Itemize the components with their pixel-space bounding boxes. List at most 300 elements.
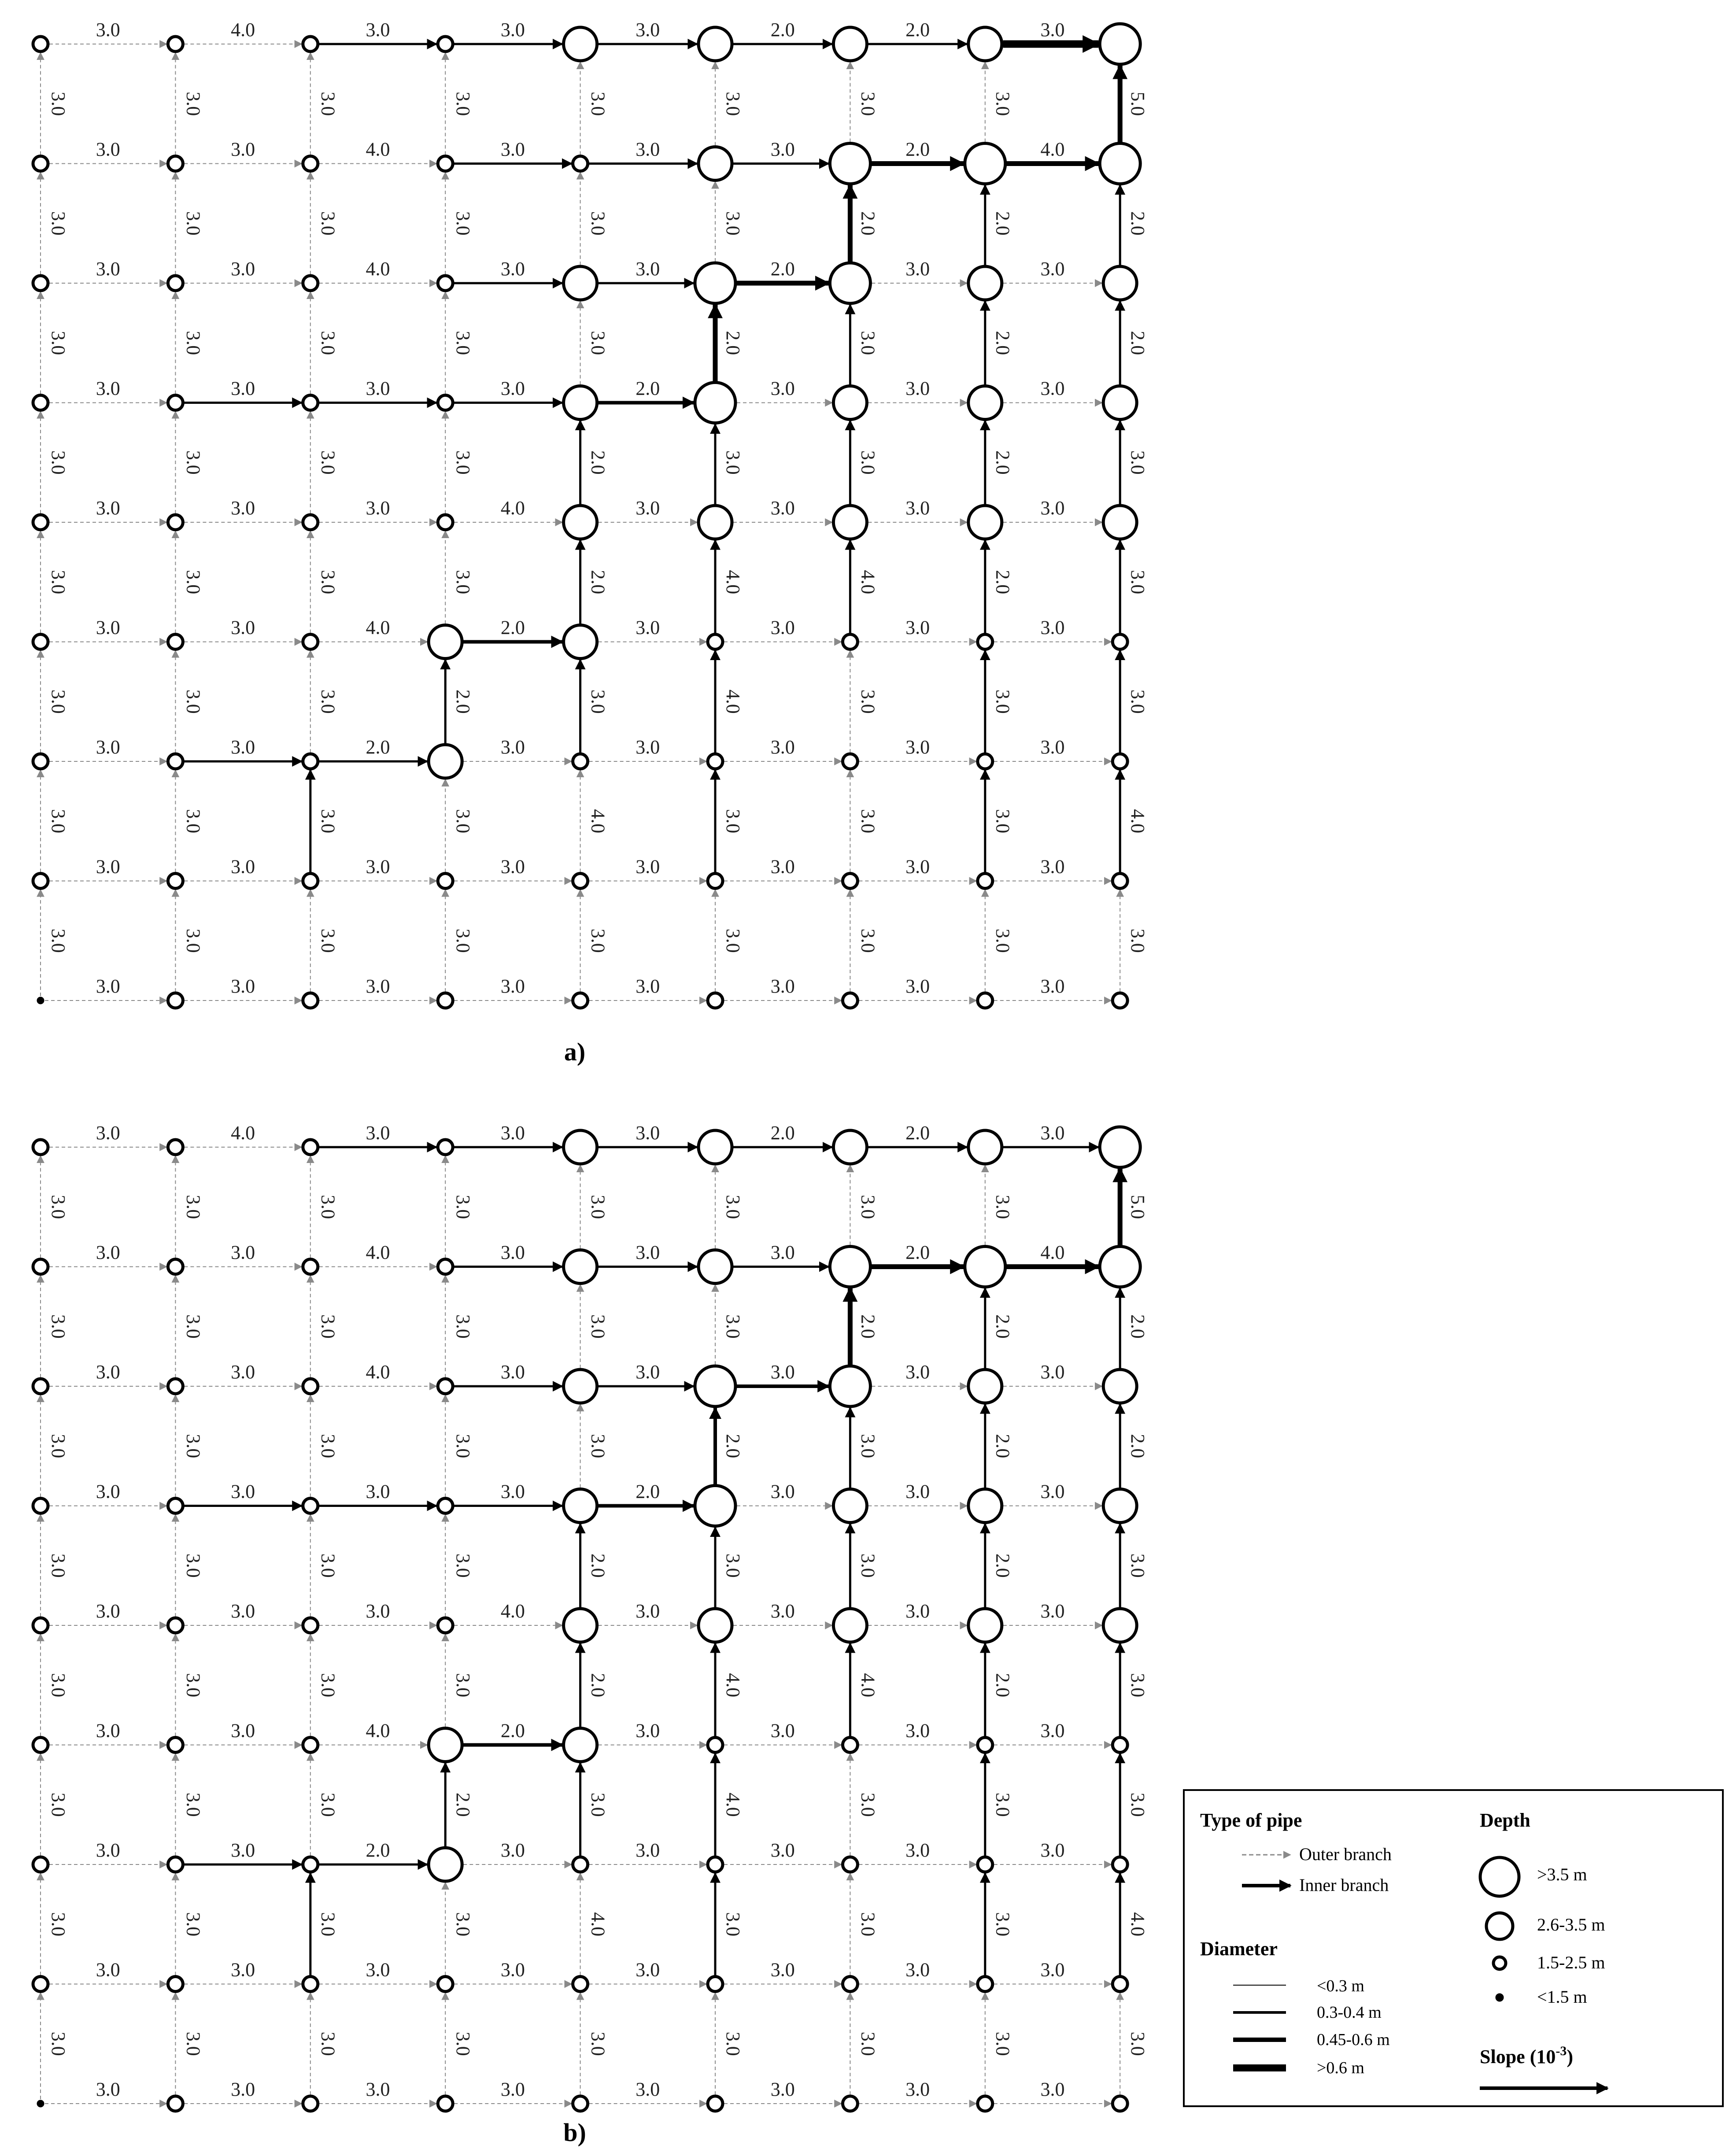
slope-label: 3.0 [96, 1480, 120, 1503]
legend-diameter-label-4: >0.6 m [1317, 2059, 1364, 2077]
manhole-node [695, 383, 735, 423]
slope-label: 3.0 [770, 377, 795, 399]
manhole-node [33, 1618, 48, 1633]
legend-depth-title: Depth [1480, 1809, 1530, 1831]
manhole-node [708, 874, 723, 889]
slope-label: 2.0 [587, 570, 609, 594]
slope-label: 3.0 [452, 1195, 474, 1219]
slope-label: 3.0 [317, 1553, 339, 1578]
slope-label: 3.0 [636, 2078, 660, 2100]
slope-label: 2.0 [905, 138, 930, 160]
manhole-node [303, 1977, 318, 1992]
slope-label: 3.0 [317, 928, 339, 953]
manhole-node [303, 1738, 318, 1753]
slope-label: 3.0 [636, 19, 660, 41]
manhole-node [303, 276, 318, 291]
slope-label: 3.0 [722, 1553, 744, 1578]
panel-a-caption: a) [564, 1037, 586, 1066]
manhole-node [33, 1379, 48, 1394]
manhole-node [168, 993, 183, 1008]
manhole-node [33, 754, 48, 769]
panel-a-network [33, 19, 1149, 1008]
manhole-node [968, 386, 1002, 420]
slope-label: 4.0 [1127, 1912, 1149, 1937]
slope-label: 3.0 [47, 450, 69, 475]
manhole-node [1112, 874, 1127, 889]
slope-label: 3.0 [636, 497, 660, 519]
slope-label: 3.0 [47, 1553, 69, 1578]
slope-label: 3.0 [770, 856, 795, 878]
slope-label: 2.0 [366, 736, 390, 758]
manhole-node [564, 1370, 597, 1403]
slope-label: 3.0 [722, 1195, 744, 1219]
slope-label: 3.0 [317, 1912, 339, 1937]
slope-label: 2.0 [857, 1314, 879, 1339]
slope-label: 3.0 [1040, 1959, 1065, 1981]
manhole-node [438, 1379, 453, 1394]
slope-label: 3.0 [366, 1959, 390, 1981]
slope-label: 3.0 [366, 497, 390, 519]
slope-label: 3.0 [317, 1314, 339, 1339]
slope-label: 3.0 [905, 1720, 930, 1742]
slope-label: 3.0 [770, 138, 795, 160]
slope-label: 3.0 [587, 1195, 609, 1219]
slope-label: 3.0 [587, 92, 609, 116]
manhole-node [978, 1738, 993, 1753]
slope-label: 3.0 [317, 1792, 339, 1817]
slope-label: 3.0 [1127, 450, 1149, 475]
manhole-node [37, 997, 44, 1004]
legend-outer-branch-label: Outer branch [1299, 1844, 1392, 1864]
slope-label: 4.0 [1040, 138, 1065, 160]
slope-label: 4.0 [366, 1241, 390, 1263]
slope-label: 3.0 [770, 617, 795, 639]
slope-label: 3.0 [96, 138, 120, 160]
manhole-node [438, 156, 453, 171]
manhole-node [573, 2096, 588, 2111]
slope-label: 3.0 [905, 497, 930, 519]
slope-label: 3.0 [1127, 928, 1149, 953]
slope-label: 3.0 [182, 1673, 204, 1698]
slope-label: 3.0 [905, 1959, 930, 1981]
manhole-node [303, 874, 318, 889]
manhole-node [695, 1366, 735, 1407]
slope-label: 3.0 [500, 258, 525, 280]
slope-label: 3.0 [636, 258, 660, 280]
manhole-node [968, 27, 1002, 61]
slope-label: 2.0 [992, 1434, 1014, 1458]
slope-label: 3.0 [231, 2078, 255, 2100]
manhole-node [573, 1977, 588, 1992]
slope-label: 3.0 [182, 1434, 204, 1458]
slope-label: 3.0 [1040, 1122, 1065, 1144]
legend-diameter-title: Diameter [1200, 1938, 1278, 1960]
slope-label: 3.0 [500, 736, 525, 758]
legend-depth-label-3: 1.5-2.5 m [1537, 1953, 1605, 1972]
slope-label: 3.0 [1040, 377, 1065, 399]
manhole-node [695, 263, 735, 303]
manhole-node [965, 1247, 1005, 1287]
manhole-node [438, 874, 453, 889]
manhole-node [1112, 993, 1127, 1008]
slope-label: 2.0 [1127, 1314, 1149, 1339]
slope-label: 3.0 [636, 1720, 660, 1742]
slope-label: 4.0 [500, 1600, 525, 1622]
slope-label: 2.0 [587, 450, 609, 475]
manhole-node [168, 37, 183, 52]
slope-label: 3.0 [452, 92, 474, 116]
slope-label: 3.0 [770, 1839, 795, 1861]
manhole-node [842, 874, 857, 889]
manhole-node [978, 635, 993, 650]
slope-label: 3.0 [636, 856, 660, 878]
panel-b-network [33, 1122, 1149, 2111]
manhole-node [33, 276, 48, 291]
slope-label: 3.0 [636, 1839, 660, 1861]
panel-b-caption: b) [563, 2118, 586, 2147]
slope-label: 3.0 [770, 2078, 795, 2100]
slope-label: 3.0 [231, 1600, 255, 1622]
manhole-node [303, 37, 318, 52]
slope-label: 3.0 [1040, 975, 1065, 997]
slope-label: 3.0 [96, 1122, 120, 1144]
slope-label: 2.0 [722, 1434, 744, 1458]
slope-label: 3.0 [96, 1361, 120, 1383]
manhole-node [698, 27, 732, 61]
slope-label: 3.0 [96, 377, 120, 399]
manhole-node [968, 1489, 1002, 1523]
manhole-node [438, 1259, 453, 1274]
slope-label: 3.0 [452, 1553, 474, 1578]
manhole-node [708, 993, 723, 1008]
slope-label: 4.0 [722, 1792, 744, 1817]
slope-label: 3.0 [231, 1959, 255, 1981]
slope-label: 3.0 [905, 975, 930, 997]
manhole-node [1100, 1127, 1140, 1167]
slope-label: 3.0 [47, 1792, 69, 1817]
slope-label: 3.0 [500, 856, 525, 878]
slope-label: 2.0 [452, 1792, 474, 1817]
manhole-node [1103, 1489, 1137, 1523]
manhole-node [564, 1489, 597, 1523]
slope-label: 3.0 [722, 1912, 744, 1937]
slope-label: 3.0 [636, 1122, 660, 1144]
slope-label: 3.0 [452, 2031, 474, 2056]
slope-label: 3.0 [96, 856, 120, 878]
legend [1184, 1790, 1723, 2106]
slope-label: 2.0 [770, 258, 795, 280]
slope-label: 3.0 [182, 331, 204, 355]
slope-label: 3.0 [992, 1792, 1014, 1817]
legend-depth-circle-1 [1480, 1857, 1519, 1896]
manhole-node [438, 1618, 453, 1633]
slope-label: 3.0 [857, 2031, 879, 2056]
slope-label: 3.0 [366, 856, 390, 878]
slope-label: 3.0 [96, 1839, 120, 1861]
manhole-node [303, 1140, 318, 1155]
manhole-node [33, 635, 48, 650]
slope-label: 2.0 [1127, 1434, 1149, 1458]
slope-label: 4.0 [587, 809, 609, 834]
manhole-node [1112, 2096, 1127, 2111]
slope-label: 3.0 [1040, 617, 1065, 639]
slope-label: 3.0 [770, 736, 795, 758]
slope-label: 3.0 [722, 211, 744, 236]
slope-label: 3.0 [770, 1720, 795, 1742]
slope-label: 5.0 [1127, 92, 1149, 116]
manhole-node [573, 874, 588, 889]
manhole-node [830, 144, 870, 184]
manhole-node [698, 1609, 732, 1642]
manhole-node [303, 635, 318, 650]
slope-label: 3.0 [905, 856, 930, 878]
slope-label: 3.0 [231, 617, 255, 639]
slope-label: 3.0 [857, 92, 879, 116]
slope-label: 3.0 [317, 570, 339, 594]
manhole-node [564, 27, 597, 61]
legend-inner-branch-label: Inner branch [1299, 1875, 1389, 1895]
manhole-node [833, 1609, 867, 1642]
slope-label: 3.0 [47, 1314, 69, 1339]
slope-label: 2.0 [500, 1720, 525, 1742]
slope-label: 3.0 [636, 1600, 660, 1622]
slope-label: 3.0 [500, 1839, 525, 1861]
slope-label: 3.0 [722, 92, 744, 116]
slope-label: 3.0 [722, 2031, 744, 2056]
manhole-node [168, 1259, 183, 1274]
slope-label: 3.0 [47, 2031, 69, 2056]
slope-label: 3.0 [587, 1792, 609, 1817]
manhole-node [438, 37, 453, 52]
manhole-node [168, 1738, 183, 1753]
slope-label: 2.0 [905, 1122, 930, 1144]
slope-label: 3.0 [857, 1553, 879, 1578]
slope-label: 2.0 [636, 1480, 660, 1503]
manhole-node [168, 515, 183, 530]
slope-label: 3.0 [96, 1241, 120, 1263]
slope-label: 3.0 [722, 928, 744, 953]
manhole-node [978, 993, 993, 1008]
slope-label: 3.0 [722, 1314, 744, 1339]
slope-label: 3.0 [500, 377, 525, 399]
manhole-node [33, 156, 48, 171]
slope-label: 3.0 [722, 809, 744, 834]
slope-label: 3.0 [231, 258, 255, 280]
slope-label: 3.0 [636, 1959, 660, 1981]
slope-label: 4.0 [722, 1673, 744, 1698]
manhole-node [698, 1250, 732, 1284]
legend-depth-label-4: <1.5 m [1537, 1987, 1587, 2007]
manhole-node [438, 993, 453, 1008]
manhole-node [978, 1977, 993, 1992]
slope-label: 3.0 [905, 736, 930, 758]
slope-label: 3.0 [857, 1195, 879, 1219]
manhole-node [1112, 1857, 1127, 1872]
manhole-node [842, 2096, 857, 2111]
slope-label: 3.0 [1127, 689, 1149, 714]
slope-label: 2.0 [992, 211, 1014, 236]
manhole-node [968, 506, 1002, 539]
slope-label: 3.0 [47, 689, 69, 714]
manhole-node [33, 1499, 48, 1514]
slope-label: 3.0 [587, 331, 609, 355]
slope-label: 3.0 [182, 570, 204, 594]
manhole-node [573, 1857, 588, 1872]
legend-depth-circle-3 [1493, 1957, 1506, 1969]
manhole-node [842, 754, 857, 769]
slope-label: 5.0 [1127, 1195, 1149, 1219]
slope-label: 4.0 [366, 258, 390, 280]
manhole-node [1112, 754, 1127, 769]
slope-label: 2.0 [857, 211, 879, 236]
manhole-node [978, 2096, 993, 2111]
manhole-node [830, 1247, 870, 1287]
slope-label: 3.0 [1040, 1839, 1065, 1861]
slope-label: 3.0 [47, 809, 69, 834]
manhole-node [33, 1857, 48, 1872]
manhole-node [33, 515, 48, 530]
slope-label: 3.0 [231, 1720, 255, 1742]
slope-label: 4.0 [1127, 809, 1149, 834]
slope-label: 3.0 [770, 975, 795, 997]
slope-label: 3.0 [47, 1434, 69, 1458]
slope-label: 3.0 [770, 1241, 795, 1263]
manhole-node [168, 1499, 183, 1514]
manhole-node [168, 1977, 183, 1992]
slope-label: 3.0 [1127, 2031, 1149, 2056]
slope-label: 4.0 [722, 689, 744, 714]
manhole-node [1100, 1247, 1140, 1287]
slope-label: 3.0 [500, 1959, 525, 1981]
slope-label: 3.0 [96, 617, 120, 639]
slope-label: 3.0 [857, 809, 879, 834]
slope-label: 2.0 [636, 377, 660, 399]
slope-label: 3.0 [452, 1912, 474, 1937]
slope-label: 3.0 [992, 928, 1014, 953]
manhole-node [708, 1977, 723, 1992]
manhole-node [708, 754, 723, 769]
manhole-node [708, 1738, 723, 1753]
slope-label: 2.0 [992, 1673, 1014, 1698]
manhole-node [564, 1250, 597, 1284]
slope-label: 4.0 [500, 497, 525, 519]
slope-label: 3.0 [857, 1792, 879, 1817]
legend-depth-label-1: >3.5 m [1537, 1864, 1587, 1884]
slope-label: 3.0 [1040, 497, 1065, 519]
manhole-node [429, 625, 462, 659]
manhole-node [573, 754, 588, 769]
manhole-node [830, 1366, 870, 1407]
legend-depth-label-2: 2.6-3.5 m [1537, 1915, 1605, 1934]
slope-label: 3.0 [317, 1195, 339, 1219]
slope-label: 3.0 [182, 809, 204, 834]
slope-label: 4.0 [366, 1720, 390, 1742]
manhole-node [168, 1618, 183, 1633]
manhole-node [968, 1130, 1002, 1164]
slope-label: 4.0 [857, 570, 879, 594]
slope-label: 4.0 [366, 138, 390, 160]
manhole-node [1103, 506, 1137, 539]
slope-label: 3.0 [905, 1480, 930, 1503]
slope-label: 3.0 [96, 2078, 120, 2100]
manhole-node [168, 1140, 183, 1155]
manhole-node [303, 395, 318, 410]
slope-label: 3.0 [1127, 1553, 1149, 1578]
slope-label: 3.0 [231, 1839, 255, 1861]
manhole-node [33, 1259, 48, 1274]
slope-label: 3.0 [770, 1959, 795, 1981]
slope-label: 3.0 [96, 1600, 120, 1622]
slope-label: 3.0 [452, 211, 474, 236]
manhole-node [438, 1140, 453, 1155]
slope-label: 2.0 [500, 617, 525, 639]
slope-label: 3.0 [96, 258, 120, 280]
slope-label: 3.0 [636, 617, 660, 639]
manhole-node [695, 1486, 735, 1526]
slope-label: 3.0 [857, 1434, 879, 1458]
slope-label: 3.0 [452, 809, 474, 834]
manhole-node [37, 2101, 44, 2107]
manhole-node [1100, 24, 1140, 64]
manhole-node [438, 515, 453, 530]
slope-label: 3.0 [992, 689, 1014, 714]
slope-label: 4.0 [857, 1673, 879, 1698]
slope-label: 3.0 [1040, 1720, 1065, 1742]
slope-label: 3.0 [366, 377, 390, 399]
slope-label: 3.0 [770, 497, 795, 519]
slope-label: 3.0 [500, 19, 525, 41]
legend-diameter-label-2: 0.3-0.4 m [1317, 2003, 1382, 2022]
manhole-node [303, 1618, 318, 1633]
manhole-node [564, 386, 597, 420]
manhole-node [1112, 635, 1127, 650]
slope-label: 2.0 [1127, 211, 1149, 236]
slope-label: 3.0 [1040, 258, 1065, 280]
slope-label: 4.0 [587, 1912, 609, 1937]
manhole-node [564, 1728, 597, 1762]
manhole-node [1100, 144, 1140, 184]
manhole-node [168, 156, 183, 171]
manhole-node [438, 276, 453, 291]
slope-label: 3.0 [587, 689, 609, 714]
manhole-node [842, 635, 857, 650]
slope-label: 3.0 [317, 689, 339, 714]
slope-label: 2.0 [992, 331, 1014, 355]
slope-label: 3.0 [1040, 1480, 1065, 1503]
slope-label: 3.0 [317, 92, 339, 116]
slope-label: 4.0 [231, 19, 255, 41]
slope-label: 3.0 [452, 1673, 474, 1698]
slope-label: 3.0 [47, 331, 69, 355]
slope-label: 3.0 [366, 1480, 390, 1503]
slope-label: 3.0 [857, 928, 879, 953]
slope-label: 3.0 [905, 1839, 930, 1861]
manhole-node [303, 1857, 318, 1872]
slope-label: 3.0 [366, 1600, 390, 1622]
slope-label: 3.0 [182, 1195, 204, 1219]
manhole-node [303, 515, 318, 530]
slope-label: 3.0 [182, 1314, 204, 1339]
slope-label: 3.0 [500, 1122, 525, 1144]
slope-label: 3.0 [500, 975, 525, 997]
slope-label: 3.0 [231, 138, 255, 160]
slope-label: 3.0 [182, 1912, 204, 1937]
slope-label: 3.0 [317, 1434, 339, 1458]
slope-label: 3.0 [905, 1361, 930, 1383]
manhole-node [168, 754, 183, 769]
slope-label: 4.0 [722, 570, 744, 594]
slope-label: 3.0 [857, 1912, 879, 1937]
